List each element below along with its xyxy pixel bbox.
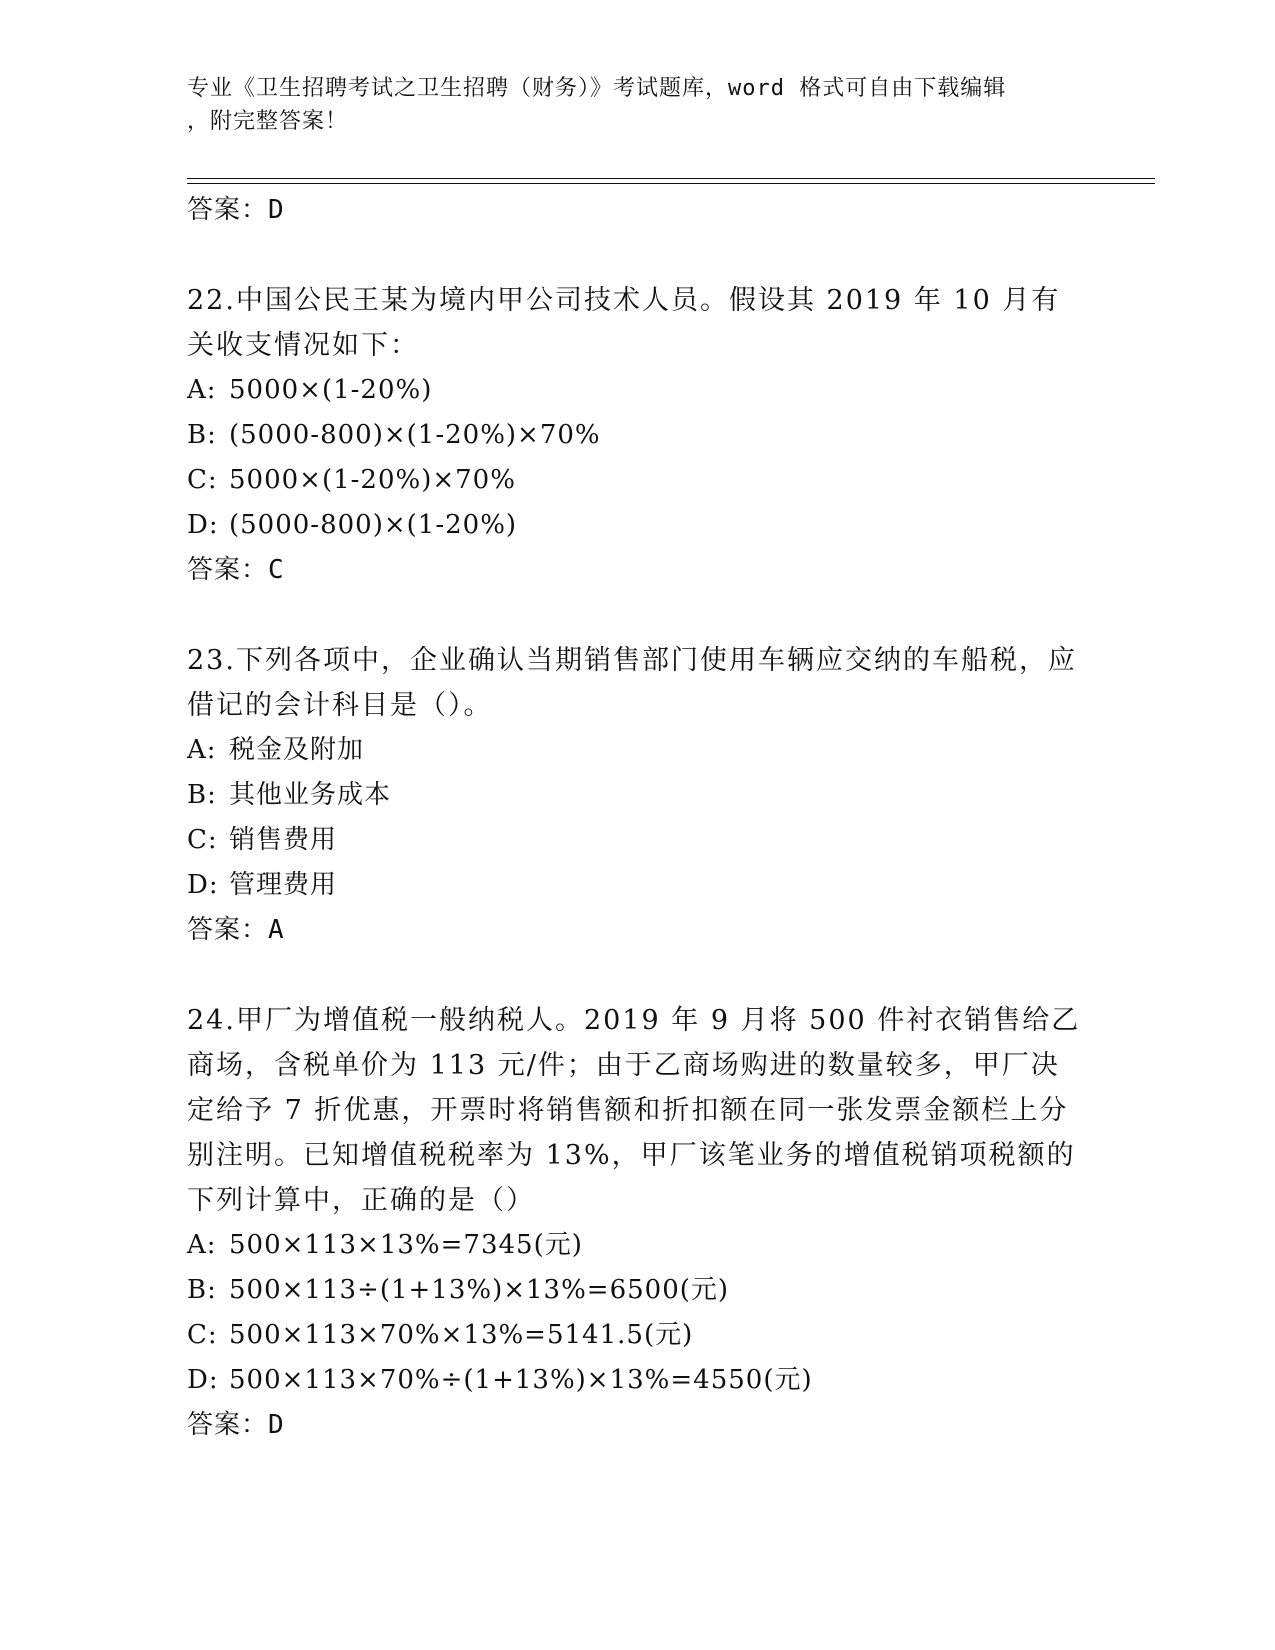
option-a — [187, 1223, 1087, 1268]
option-text: 500×113×70%÷(1+13%)×13%=4550(元) — [229, 1365, 813, 1395]
question-stem: 24.甲厂为增值税一般纳税人。2019 年 9 月将 500 件衬衣销售给乙商场，含税单价为 113 元/件；由于乙商场购进的数量较多，甲厂决定给予 7 折优惠，开票时将销售额和折扣额在同一张发票金额栏上分别注明。已知增值税税率为 13%，甲厂该笔业务的增值税销项税额的下列计算中，正确的是（） — [187, 1005, 1081, 1216]
option-a — [187, 368, 1087, 413]
option-key: A: — [187, 375, 217, 405]
option-key: B: — [187, 780, 217, 810]
option-a — [187, 728, 1087, 773]
option-c — [187, 1313, 1087, 1358]
answer-line: 答案：C — [187, 555, 285, 585]
option-key: D: — [187, 510, 219, 540]
option-text: (5000-800)×(1-20%) — [229, 510, 518, 540]
option-text: (5000-800)×(1-20%)×70% — [229, 420, 601, 450]
option-text: 税金及附加 — [229, 735, 365, 765]
option-text: 5000×(1-20%)×70% — [229, 465, 516, 495]
previous-answer: 答案：D — [187, 195, 285, 225]
header-divider — [187, 178, 1155, 179]
header-line-2: ，附完整答案！ — [187, 109, 349, 134]
header-line-1: 专业《卫生招聘考试之卫生招聘（财务）》考试题库，word 格式可自由下载编辑 — [187, 76, 1007, 101]
option-d — [187, 1358, 1087, 1403]
question-block — [187, 998, 1087, 1448]
option-key: B: — [187, 1275, 217, 1305]
option-key: D: — [187, 870, 219, 900]
option-key: D: — [187, 1365, 219, 1395]
question-block — [187, 278, 1087, 593]
page-header — [187, 72, 1087, 138]
question-list — [187, 188, 1087, 1448]
answer-line: 答案：D — [187, 1410, 285, 1440]
question-block — [187, 638, 1087, 953]
option-b — [187, 413, 1087, 458]
option-text: 500×113×13%=7345(元) — [229, 1230, 583, 1260]
option-text: 5000×(1-20%) — [229, 375, 433, 405]
option-key: C: — [187, 1320, 218, 1350]
option-key: B: — [187, 420, 217, 450]
option-c — [187, 458, 1087, 503]
option-text: 500×113÷(1+13%)×13%=6500(元) — [229, 1275, 730, 1305]
option-b — [187, 1268, 1087, 1313]
header-divider — [187, 183, 1155, 184]
option-key: C: — [187, 825, 218, 855]
option-c — [187, 818, 1087, 863]
option-text: 管理费用 — [229, 870, 338, 900]
option-key: A: — [187, 1230, 217, 1260]
option-text: 500×113×70%×13%=5141.5(元) — [229, 1320, 694, 1350]
option-b — [187, 773, 1087, 818]
option-key: C: — [187, 465, 218, 495]
answer-line: 答案：A — [187, 915, 285, 945]
question-stem: 23.下列各项中，企业确认当期销售部门使用车辆应交纳的车船税，应借记的会计科目是（）。 — [187, 645, 1077, 721]
option-text: 销售费用 — [229, 825, 338, 855]
option-key: A: — [187, 735, 217, 765]
option-d — [187, 503, 1087, 548]
option-d — [187, 863, 1087, 908]
option-text: 其他业务成本 — [229, 780, 392, 810]
question-stem: 22.中国公民王某为境内甲公司技术人员。假设其 2019 年 10 月有关收支情况如下： — [187, 285, 1061, 361]
